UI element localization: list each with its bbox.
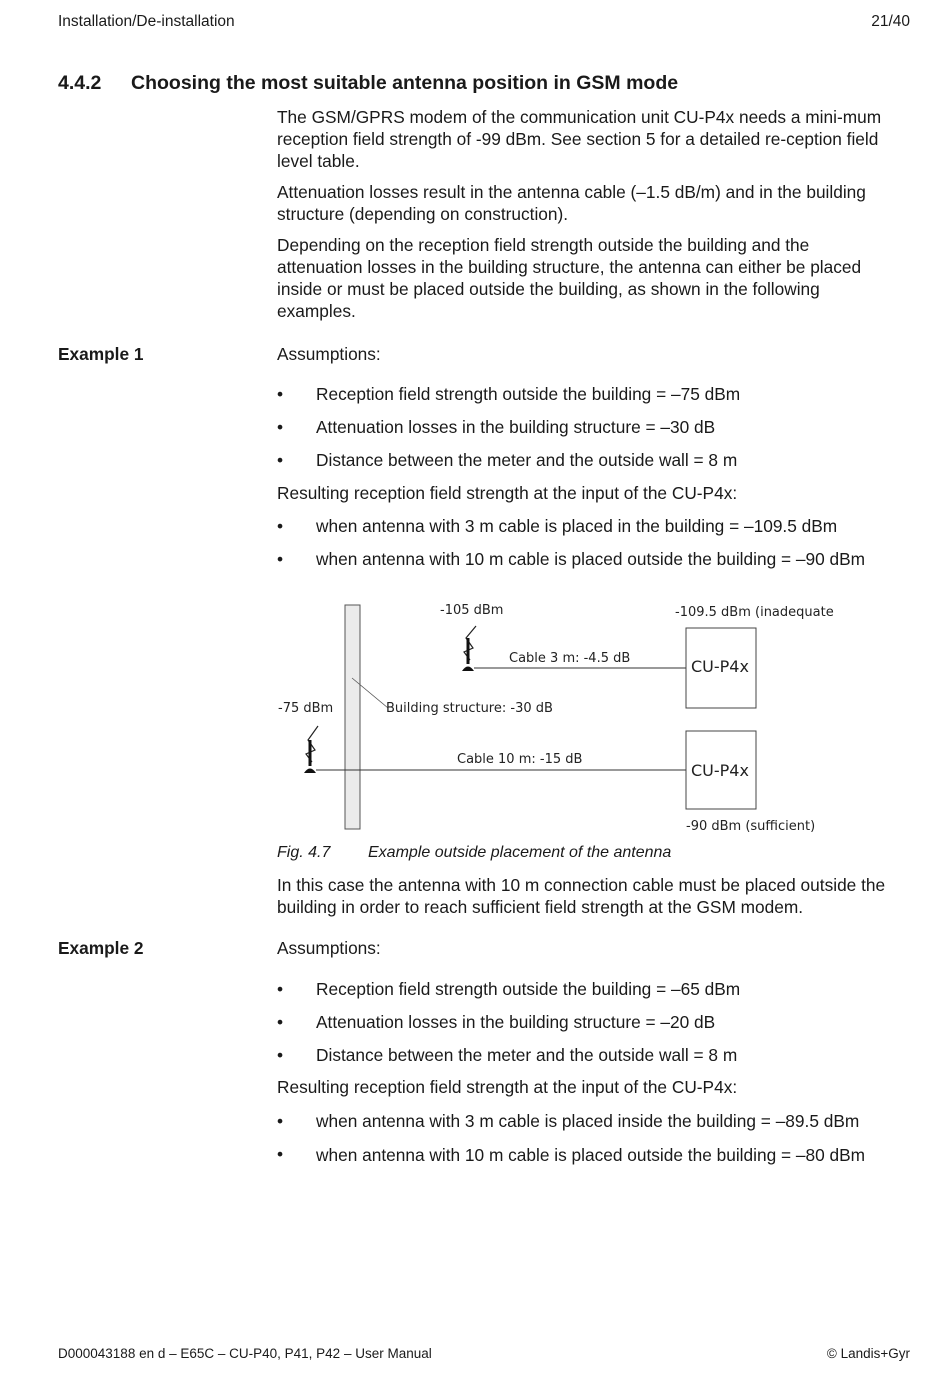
inside-result-label: -109.5 dBm (inadequate — [675, 605, 834, 620]
example-1-assumption-1: Reception field strength outside the building = –75 dBm — [316, 384, 741, 404]
page-header-title: Installation/De-installation — [58, 13, 235, 30]
figure-number: Fig. 4.7 — [277, 844, 331, 861]
cu-p4x-top-label: CU-P4x — [691, 657, 749, 676]
footer-document-id: D000043188 en d – E65C – CU-P40, P41, P42 – User Manual — [58, 1346, 432, 1361]
example-2-result-label: Resulting reception field strength at the input of the CU-P4x: — [277, 1077, 738, 1097]
bullet-icon: • — [277, 1144, 284, 1164]
example-1-assumptions-label: Assumptions: — [277, 344, 381, 364]
bullet-icon: • — [277, 1012, 284, 1032]
conclusion-paragraph: In this case the antenna with 10 m connection cable must be placed outside the building in order to reach sufficient field strength at the GSM modem. — [277, 875, 886, 917]
building-wall — [345, 605, 360, 829]
example-1-result-1: when antenna with 3 m cable is placed in the building = –109.5 dBm — [316, 516, 838, 536]
example-2-assumption-3: Distance between the meter and the outside wall = 8 m — [316, 1045, 738, 1065]
building-structure-label: Building structure: -30 dB — [386, 701, 553, 716]
outside-result-label: -90 dBm (sufficient) — [686, 819, 816, 834]
intro-paragraph-3: Depending on the reception field strength outside the building and the attenuation losses in the building structure, the antenna can either be placed inside or must be placed outside the building, as shown in the following examples. — [277, 235, 862, 321]
antenna-placement-diagram — [270, 598, 850, 838]
long-cable-label: Cable 10 m: -15 dB — [457, 752, 583, 767]
bullet-icon: • — [277, 450, 284, 470]
outside-signal-label: -75 dBm — [278, 701, 334, 716]
example-2-assumption-1: Reception field strength outside the building = –65 dBm — [316, 979, 741, 999]
example-2-assumptions-label: Assumptions: — [277, 938, 381, 958]
inside-signal-label: -105 dBm — [440, 603, 504, 618]
section-number: 4.4.2 — [58, 72, 102, 94]
outside-antenna-icon — [304, 726, 318, 773]
example-1-result-label: Resulting reception field strength at the input of the CU-P4x: — [277, 483, 738, 503]
bullet-icon: • — [277, 1045, 284, 1065]
footer-copyright: © Landis+Gyr — [826, 1346, 910, 1361]
example-2-result-1: when antenna with 3 m cable is placed inside the building = –89.5 dBm — [316, 1111, 860, 1131]
intro-paragraph-2: Attenuation losses result in the antenna cable (–1.5 dB/m) and in the building structure (depending on construction). — [277, 182, 866, 224]
intro-paragraph-1: The GSM/GPRS modem of the communication unit CU-P4x needs a mini-mum reception field strength of -99 dBm. See section 5 for a detailed re-ception field level table. — [277, 107, 882, 171]
example-2-label: Example 2 — [58, 938, 144, 958]
bullet-icon: • — [277, 979, 284, 999]
bullet-icon: • — [277, 516, 284, 536]
bullet-icon: • — [277, 1111, 284, 1131]
bullet-icon: • — [277, 384, 284, 404]
short-cable-label: Cable 3 m: -4.5 dB — [509, 651, 631, 666]
example-1-assumption-2: Attenuation losses in the building structure = –30 dB — [316, 417, 716, 437]
figure-caption: Example outside placement of the antenna — [368, 844, 672, 861]
example-2-assumption-2: Attenuation losses in the building structure = –20 dB — [316, 1012, 716, 1032]
bullet-icon: • — [277, 549, 284, 569]
example-2-result-2: when antenna with 10 m cable is placed outside the building = –80 dBm — [316, 1145, 866, 1165]
cu-p4x-bottom-label: CU-P4x — [691, 761, 749, 780]
example-1-label: Example 1 — [58, 344, 144, 364]
example-1-assumption-3: Distance between the meter and the outside wall = 8 m — [316, 450, 738, 470]
example-1-result-2: when antenna with 10 m cable is placed outside the building = –90 dBm — [316, 549, 866, 569]
bullet-icon: • — [277, 417, 284, 437]
section-title: Choosing the most suitable antenna position in GSM mode — [131, 72, 679, 94]
inside-antenna-icon — [462, 626, 476, 671]
page-number: 21/40 — [871, 13, 910, 30]
